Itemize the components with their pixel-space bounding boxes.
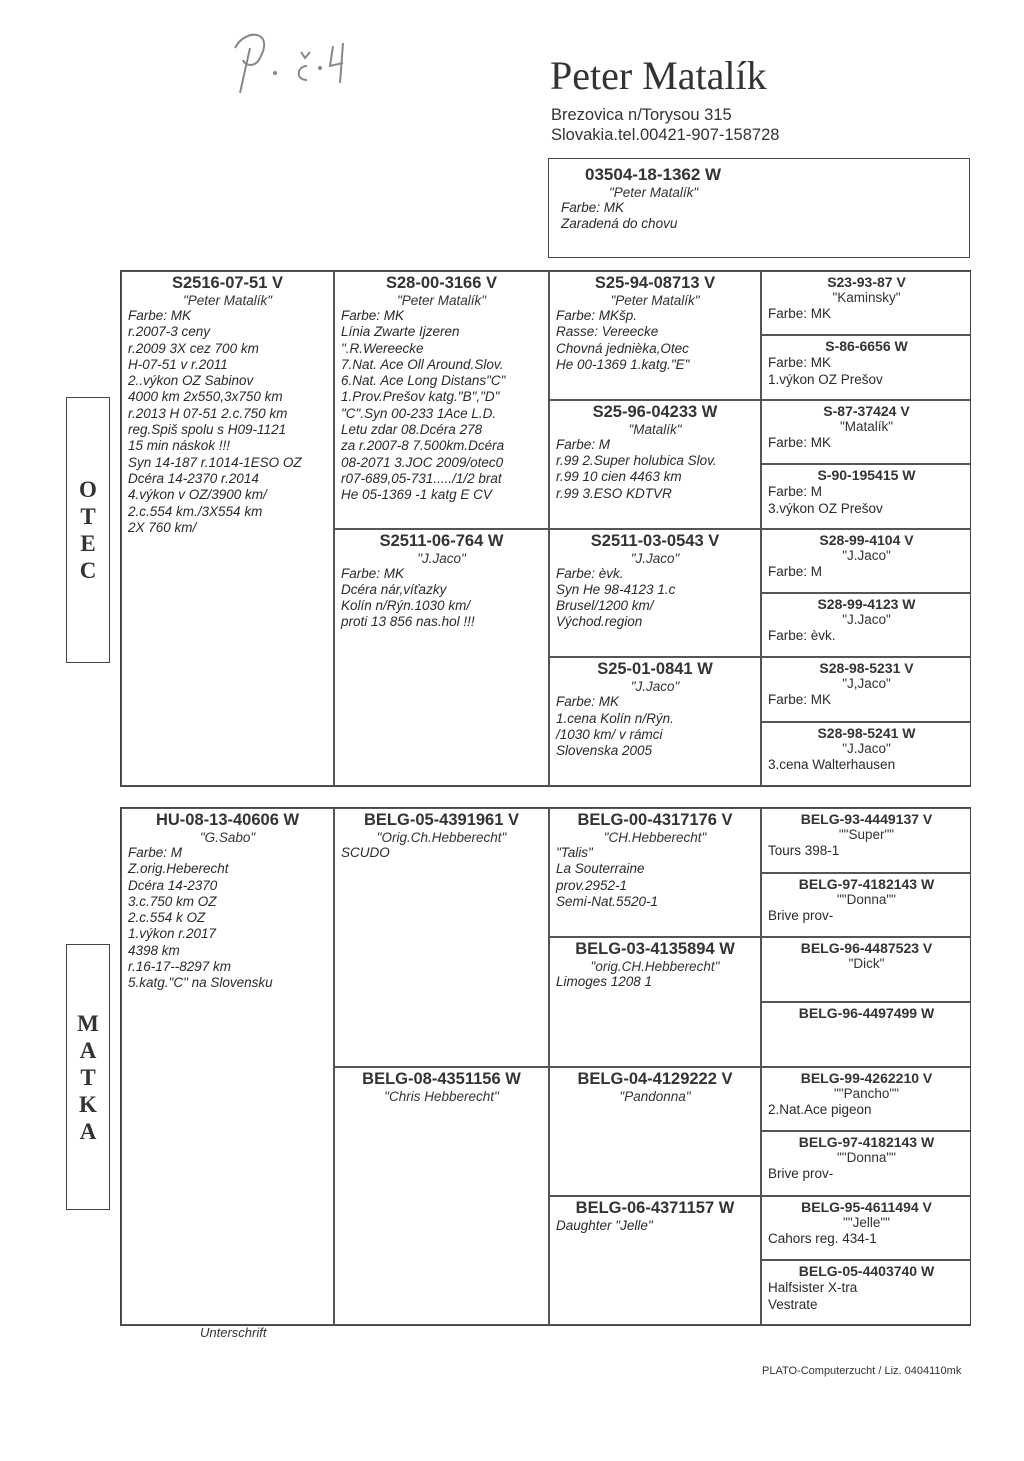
great-great-grandparent-card (761, 808, 971, 873)
ring-number: BELG-97-4182143 W (798, 875, 935, 892)
ring-number: BELG-95-4611494 V (801, 1198, 932, 1215)
info-line: Farbe: MKšp. (556, 308, 638, 323)
info-line: Daughter "Jelle" (556, 1217, 653, 1233)
side-letter: K (79, 1091, 97, 1117)
info-line: 2.c.554 km./3X554 km (128, 503, 263, 519)
great-great-grandparent-card (761, 400, 971, 464)
info-line: 4.výkon v OZ/3900 km/ (128, 487, 267, 503)
breeder-name: ""Donna"" (837, 1150, 896, 1166)
info-line: Farbe: M (768, 563, 823, 579)
ring-number: S-90-195415 W (817, 467, 916, 484)
info-line: Línia Zwarte Ijzeren (341, 324, 460, 340)
owner-contact: Slovakia.tel.00421-907-158728 (551, 126, 780, 144)
sire-pedigree (120, 270, 971, 787)
parent-card (121, 271, 334, 786)
breeder-name: "Orig.Ch.Hebberecht" (376, 830, 507, 845)
info-line: proti 13 856 nas.hol !!! (341, 614, 475, 630)
great-grandparent-card (549, 937, 761, 1066)
great-great-grandparent-card (761, 464, 971, 528)
breeder-name: "Peter Matalík" (610, 293, 700, 308)
ring-number: BELG-99-4262210 V (800, 1069, 933, 1086)
info-line: r07-689,05-731...../1/2 brat (341, 470, 502, 486)
ring-number: BELG-96-4497499 W (798, 1004, 935, 1021)
ring-number: S28-00-3166 V (386, 274, 497, 292)
info-line: Limoges 1208 1 (556, 974, 653, 990)
grandparent-card (334, 1067, 549, 1326)
breeder-name: "Chris Hebberecht" (384, 1088, 499, 1104)
info-line: 3.cena Walterhausen (768, 756, 896, 772)
ring-number: BELG-00-4317176 V (577, 811, 733, 829)
info-line: Farbe: MK (556, 694, 620, 710)
ring-number: S25-96-04233 W (592, 402, 718, 421)
ring-number: S-86-6656 W (825, 338, 908, 355)
ring-number: BELG-05-4403740 W (798, 1263, 935, 1280)
info-line: za r.2007-8 7.500km.Dcéra (341, 438, 505, 454)
breeder-name: "Dick" (848, 956, 885, 972)
ring-number: S28-98-5241 W (817, 724, 916, 741)
info-line: 2X 760 km/ (128, 519, 197, 535)
dam-pedigree (120, 807, 971, 1326)
info-line: Farbe: MK (768, 692, 832, 708)
info-line: Syn 14-187 r.1014-1ESO OZ (128, 454, 302, 470)
info-line: prov.2952-1 (556, 877, 628, 893)
info-line: Farbe: MK (768, 434, 832, 450)
ring-number: BELG-06-4371157 W (575, 1198, 735, 1217)
great-great-grandparent-card (761, 937, 971, 1002)
info-line: SCUDO (341, 845, 390, 860)
info-line: r.2007-3 ceny (128, 324, 211, 340)
info-line: r.16-17--8297 km (128, 959, 232, 975)
info-line: Farbe: MK (341, 565, 405, 581)
breeder-name: ""Super"" (838, 827, 895, 842)
info-line: "Talis" (556, 845, 593, 860)
info-line: Farbe: èvk. (768, 627, 836, 643)
breeder-name: ""Donna"" (837, 891, 896, 907)
info-line: Východ.region (556, 614, 643, 630)
breeder-name: "J,Jaco" (842, 676, 891, 692)
great-great-grandparent-card (761, 335, 971, 399)
side-letter: C (79, 558, 97, 583)
info-line: 3.výkon OZ Prešov (768, 501, 883, 517)
signature-label: Unterschrift (200, 1325, 267, 1340)
info-line: /1030 km/ v rámci (556, 726, 663, 742)
breeder-name: "CH.Hebberecht" (603, 830, 707, 845)
info-line: 3.c.750 km OZ (128, 893, 217, 909)
ring-number: S2511-03-0543 V (590, 531, 720, 550)
side-letter: T (80, 504, 96, 529)
info-line: Farbe: MK (768, 306, 832, 321)
grandparent-card (334, 529, 549, 787)
great-great-grandparent-card (761, 873, 971, 938)
ring-number: BELG-03-4135894 W (575, 940, 735, 959)
great-grandparent-card (549, 1067, 761, 1196)
sire-side-label (66, 397, 110, 663)
info-line: Brive prov- (768, 907, 834, 923)
info-line: 5.katg."C" na Slovensku (128, 975, 273, 991)
breeder-name: "J.Jaco" (842, 547, 891, 563)
great-great-grandparent-card (761, 657, 971, 721)
info-line: Dcéra 14-2370 (128, 877, 218, 893)
info-line: Farbe: M (128, 845, 183, 860)
info-line: 1.Prov.Prešov katg."B","D" (341, 389, 500, 405)
great-grandparent-card (549, 1196, 761, 1325)
grandparent-card (334, 271, 549, 529)
great-grandparent-card (549, 271, 761, 400)
side-letter: M (77, 1010, 99, 1036)
ring-number: S28-98-5231 V (819, 660, 914, 677)
ring-number: BELG-97-4182143 W (798, 1134, 935, 1151)
side-letter: A (79, 1118, 97, 1144)
info-line: 1.cena Kolín n/Rýn. (556, 710, 674, 726)
info-line: ".R.Wereecke (341, 340, 424, 356)
great-great-grandparent-card (761, 722, 971, 786)
info-line: Z.orig.Heberecht (128, 861, 229, 877)
side-letter: T (80, 1064, 96, 1090)
info-line: r.99 3.ESO KDTVR (556, 485, 672, 501)
info-line: r.99 10 cien 4463 km (556, 469, 682, 485)
great-grandparent-card (549, 657, 761, 786)
breeder-name: ""Jelle"" (843, 1214, 890, 1230)
info-line: Letu zdar 08.Dcéra 278 (341, 422, 483, 438)
info-line: Cahors reg. 434-1 (768, 1230, 877, 1246)
great-great-grandparent-card (761, 1002, 971, 1067)
side-letter: A (79, 1037, 97, 1063)
breeder-name: "J.Jaco" (417, 550, 466, 566)
owner-name: Peter Matalík (550, 53, 767, 98)
great-great-grandparent-card (761, 1260, 971, 1325)
info-line: Vestrate (768, 1297, 818, 1313)
info-line: Semi-Nat.5520-1 (556, 893, 659, 909)
breeder-name: "J.Jaco" (630, 550, 680, 566)
info-line: "C".Syn 00-233 1Ace L.D. (341, 405, 497, 421)
ring-number: S2516-07-51 V (172, 274, 283, 292)
ring-number: S25-01-0841 W (597, 660, 713, 679)
great-great-grandparent-card (761, 1067, 971, 1132)
info-line: Rasse: Vereecke (556, 324, 659, 340)
great-great-grandparent-card (761, 271, 971, 335)
breeder-name: "J.Jaco" (842, 611, 891, 627)
ring-number: BELG-08-4351156 W (362, 1069, 521, 1088)
info-line: Brive prov- (768, 1166, 834, 1182)
info-line: 15 min náskok !!! (128, 438, 231, 454)
ring-number: HU-08-13-40606 W (155, 811, 300, 829)
info-line: He 05-1369 -1 katg E CV (341, 487, 492, 503)
subject-breeder: "Peter Matalík" (609, 185, 699, 200)
info-line: 1.výkon r.2017 (128, 926, 217, 942)
info-line: Farbe: M (556, 436, 611, 452)
info-line: Farbe: MK (128, 308, 192, 323)
breeder-name: "J.Jaco" (842, 740, 891, 756)
breeder-name: "Matalík" (839, 418, 894, 434)
great-great-grandparent-card (761, 1131, 971, 1196)
info-line: r.2013 H 07-51 2.c.750 km (128, 405, 288, 421)
software-credit: PLATO-Computerzucht / Liz. 0404110mk (762, 1365, 962, 1377)
info-line: He 00-1369 1.katg."E" (556, 356, 690, 372)
info-line: 2.c.554 k OZ (128, 910, 206, 926)
info-line: Dcéra 14-2370 r.2014 (128, 470, 259, 486)
breeder-name: "Peter Matalík" (182, 293, 273, 308)
info-line: reg.Spiš spolu s H09-1121 (128, 422, 287, 438)
owner-address: Brezovica n/Torysou 315 (551, 106, 732, 124)
ring-number: S28-99-4123 W (817, 595, 916, 612)
info-line: Farbe: MK (768, 355, 832, 371)
info-line: Chovná jednièka,Otec (556, 340, 689, 356)
breeder-name: "Matalík" (628, 421, 682, 437)
breeder-name: ""Pancho"" (834, 1085, 899, 1101)
side-letter: O (79, 477, 97, 502)
info-line: r.99 2.Super holubica Slov. (556, 453, 717, 469)
ring-number: BELG-05-4391961 V (363, 811, 519, 829)
breeder-name: "Peter Matalík" (396, 293, 487, 308)
grandparent-card (334, 808, 549, 1067)
ring-number: S28-99-4104 V (819, 531, 914, 548)
parent-card (121, 808, 334, 1325)
info-line: 7.Nat. Ace Oll Around.Slov. (341, 356, 504, 372)
subject-card (548, 158, 970, 258)
ring-number: BELG-04-4129222 V (577, 1069, 733, 1088)
side-letter: E (80, 531, 96, 556)
subject-line: Zaradená do chovu (561, 216, 678, 232)
info-line: Syn He 98-4123 1.c (556, 581, 676, 597)
info-line: Farbe: MK (341, 308, 405, 323)
info-line: 08-2071 3.JOC 2009/otec0 (341, 454, 504, 470)
info-line: Kolín n/Rýn.1030 km/ (341, 598, 471, 614)
info-line: Slovenska 2005 (556, 743, 653, 759)
great-great-grandparent-card (761, 529, 971, 593)
breeder-name: "J.Jaco" (630, 679, 680, 695)
info-line: La Souterraine (556, 861, 645, 877)
dam-side-label (66, 944, 110, 1210)
info-line: Farbe: èvk. (556, 565, 624, 581)
great-grandparent-card (549, 808, 761, 937)
info-line: 6.Nat. Ace Long Distans"C" (341, 373, 506, 389)
ring-number: S25-94-08713 V (594, 274, 716, 292)
great-great-grandparent-card (761, 1196, 971, 1261)
subject-ring: 03504-18-1362 W (585, 165, 722, 184)
info-line: 4000 km 2x550,3x750 km (128, 389, 283, 405)
info-line: Halfsister X-tra (768, 1280, 858, 1296)
ring-number: BELG-93-4449137 V (800, 811, 933, 827)
info-line: H-07-51 v r.2011 (128, 356, 228, 372)
breeder-name: "Pandonna" (619, 1088, 691, 1104)
ring-number: S2511-06-764 W (379, 531, 504, 550)
info-line: Dcéra nár,víťazky (341, 581, 447, 597)
info-line: 4398 km (128, 942, 180, 958)
ring-number: BELG-96-4487523 V (800, 940, 933, 957)
info-line: 1.výkon OZ Prešov (768, 372, 883, 388)
ring-number: S23-93-87 V (827, 274, 906, 290)
ring-number: S-87-37424 V (823, 402, 910, 419)
info-line: 2.Nat.Ace pigeon (768, 1101, 872, 1117)
handwritten-note (215, 18, 355, 98)
subject-line: Farbe: MK (561, 200, 625, 215)
info-line: 2..výkon OZ Sabinov (128, 373, 254, 389)
breeder-name: "Kaminsky" (832, 290, 901, 305)
info-line: Farbe: M (768, 484, 823, 500)
breeder-name: "orig.CH.Hebberecht" (590, 959, 720, 975)
info-line: Brusel/1200 km/ (556, 598, 654, 614)
great-grandparent-card (549, 529, 761, 658)
info-line: r.2009 3X cez 700 km (128, 340, 259, 356)
great-grandparent-card (549, 400, 761, 529)
great-great-grandparent-card (761, 593, 971, 657)
info-line: Tours 398-1 (768, 843, 840, 858)
breeder-name: "G.Sabo" (199, 830, 256, 845)
